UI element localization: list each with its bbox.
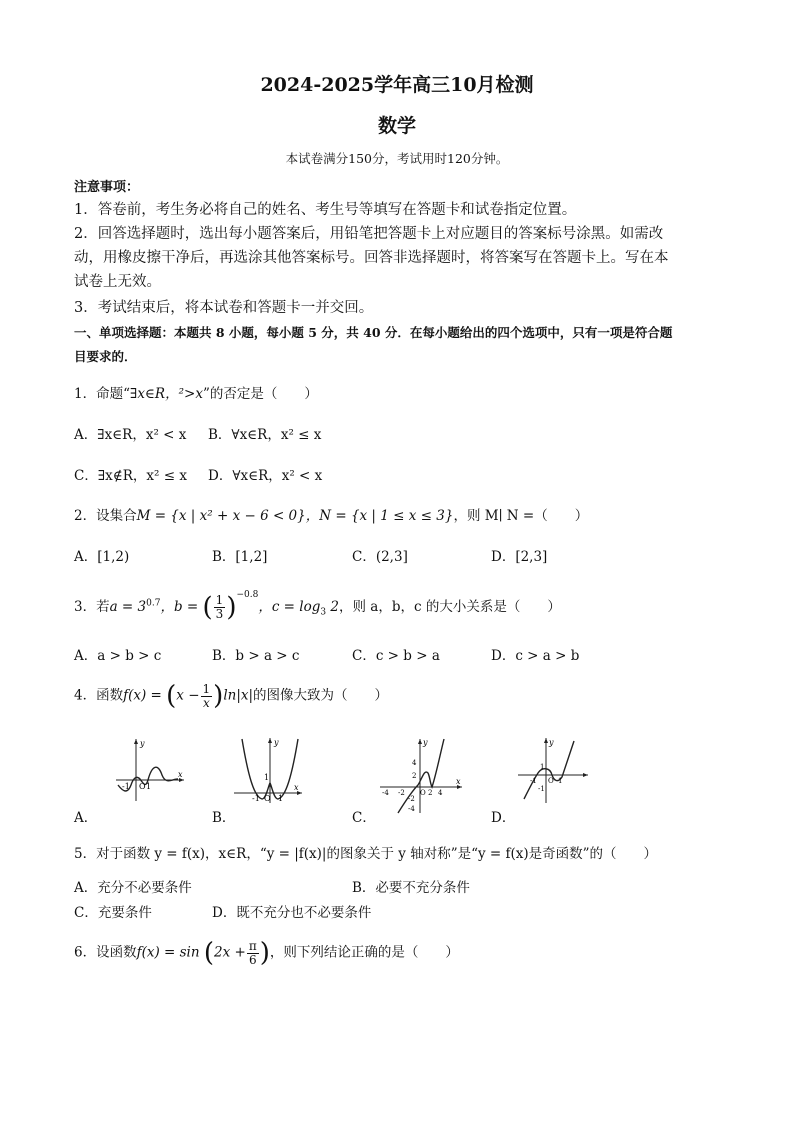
graph-c-label-4: 4 bbox=[412, 759, 417, 767]
exam-title: 2024-2025学年高三10月检测 bbox=[260, 74, 534, 96]
graph-a-label-x: x bbox=[178, 770, 183, 779]
question-1: 1．命题“∃x∈R，²>x”的否定是（ ） bbox=[74, 386, 318, 402]
graph-b-label-neg1: -1 bbox=[252, 794, 260, 803]
graph-c-label-4x: 4 bbox=[438, 789, 443, 797]
graph-d-label-neg1y: -1 bbox=[538, 785, 545, 793]
q4-label-d: D． bbox=[491, 810, 516, 826]
q4-fraction: $\frac{1}{x}$ bbox=[202, 681, 211, 710]
q3-option-d: D．c > a > b bbox=[491, 648, 580, 664]
graph-a-label-y: y bbox=[140, 739, 145, 748]
question-6: 6．设函数f(x) = sin (2x + $\frac{\pi}{6}$ )，则下列结论正确的是（ ） bbox=[74, 938, 459, 968]
q2-option-b: B．[1,2] bbox=[212, 549, 268, 565]
graph-d-label-y: y bbox=[549, 738, 554, 747]
q5-option-a: A．充分不必要条件 bbox=[74, 880, 192, 896]
q5-option-c: C．充要条件 bbox=[74, 905, 152, 921]
graph-c-label-2x: 2 bbox=[428, 789, 433, 797]
graph-b-label-o: O bbox=[264, 794, 271, 803]
graph-c-label-o: O bbox=[420, 789, 426, 797]
q2-option-a: A．[1,2) bbox=[74, 549, 130, 565]
graph-d-label-neg1: -1 bbox=[530, 777, 537, 785]
q5-option-d: D．既不充分也不必要条件 bbox=[212, 905, 372, 921]
question-4: 4．函数f(x) = (x − $\frac{1}{x}$ )ln|x|的图像大致为（ ） bbox=[74, 681, 389, 711]
q1-option-c: C．∃x∉R，x² ≤ x bbox=[74, 468, 187, 484]
graph-c-label-neg4y: -4 bbox=[408, 805, 415, 813]
question-5: 5．对于函数 y = f(x)，x∈R，“y = |f(x)|的图象关于 y 轴对称”是“y = f(x)是奇函数”的（ ） bbox=[74, 846, 658, 862]
q1-option-b: B．∀x∈R，x² ≤ x bbox=[208, 427, 322, 443]
q3-option-c: C．c > b > a bbox=[352, 648, 440, 664]
question-2: 2．设集合M = {x | x² + x − 6 < 0}，N = {x | 1 ≤ x ≤ 3}，则 M∣ N =（ ） bbox=[74, 508, 589, 524]
graph-a-label-neg1: -1 bbox=[122, 782, 130, 791]
notice-item-2a: 2．回答选择题时，选出每小题答案后，用铅笔把答题卡上对应题目的答案标号涂黑。如需改 bbox=[74, 226, 664, 242]
notice-item-2c: 试卷上无效。 bbox=[74, 274, 161, 290]
section-1-heading-cont: 目要求的． bbox=[74, 349, 137, 364]
q4-graph-b bbox=[230, 735, 306, 805]
q4-label-b: B． bbox=[212, 810, 236, 826]
subject-title: 数学 bbox=[377, 115, 416, 137]
graph-b-label-1b: 1 bbox=[278, 794, 284, 803]
graph-d-label-o: O bbox=[548, 777, 554, 785]
notice-item-1: 1．答卷前，考生务必将自己的姓名、考生号等填写在答题卡和试卷指定位置。 bbox=[74, 202, 577, 218]
q4-graph-a bbox=[112, 735, 188, 805]
q2-option-c: C．(2,3] bbox=[352, 549, 408, 565]
exam-info: 本试卷满分150分，考试用时120分钟。 bbox=[285, 151, 509, 166]
q4-graph-c bbox=[378, 735, 468, 815]
graph-a-label-1: 1 bbox=[146, 782, 152, 791]
q3-fraction: $\frac{1}{3}$ bbox=[215, 593, 224, 621]
graph-c-label-2: 2 bbox=[412, 772, 417, 780]
q1-option-a: A．∃x∈R，x² < x bbox=[74, 427, 187, 443]
q4-label-c: C． bbox=[352, 810, 376, 826]
q4-label-a: A． bbox=[74, 810, 98, 826]
q3-option-b: B．b > a > c bbox=[212, 648, 300, 664]
q5-option-b: B．必要不充分条件 bbox=[352, 880, 470, 896]
q4-graph-d bbox=[516, 735, 592, 805]
graph-c-label-neg2y: -2 bbox=[408, 795, 415, 803]
graph-b-label-y: y bbox=[274, 738, 279, 747]
graph-c-label-neg4: -4 bbox=[382, 789, 389, 797]
graph-c-label-x: x bbox=[456, 777, 461, 786]
q1-option-d: D．∀x∈R，x² < x bbox=[208, 468, 323, 484]
graph-d-label-1x: 1 bbox=[558, 777, 563, 785]
notice-item-3: 3．考试结束后，将本试卷和答题卡一并交回。 bbox=[74, 300, 374, 316]
section-1-heading: 一、单项选择题：本题共 8 小题，每小题 5 分，共 40 分．在每小题给出的四个选项中，只有一项是符合题 bbox=[74, 325, 673, 340]
graph-a-label-o: O bbox=[139, 782, 146, 791]
graph-b-label-x: x bbox=[294, 783, 299, 792]
graph-c-label-neg2: -2 bbox=[398, 789, 405, 797]
notice-item-2b: 动，用橡皮擦干净后，再选涂其他答案标号。回答非选择题时，将答案写在答题卡上。写在本 bbox=[74, 250, 669, 266]
q6-fraction: $\frac{\pi}{6}$ bbox=[248, 938, 257, 967]
q3-option-a: A．a > b > c bbox=[74, 648, 162, 664]
question-3: 3．若$a = 3^{0.7}$，b = ( $\frac{1}{3}$ )$^{-0.8}$，$c = \log_3 2$，则 a，b，c 的大小关系是（ ） bbox=[74, 590, 561, 623]
q2-option-d: D．[2,3] bbox=[491, 549, 548, 565]
graph-d-label-1: 1 bbox=[540, 763, 545, 771]
graph-c-label-y: y bbox=[423, 738, 428, 747]
notice-heading: 注意事项： bbox=[74, 180, 140, 195]
graph-b-label-1a: 1 bbox=[264, 773, 270, 782]
